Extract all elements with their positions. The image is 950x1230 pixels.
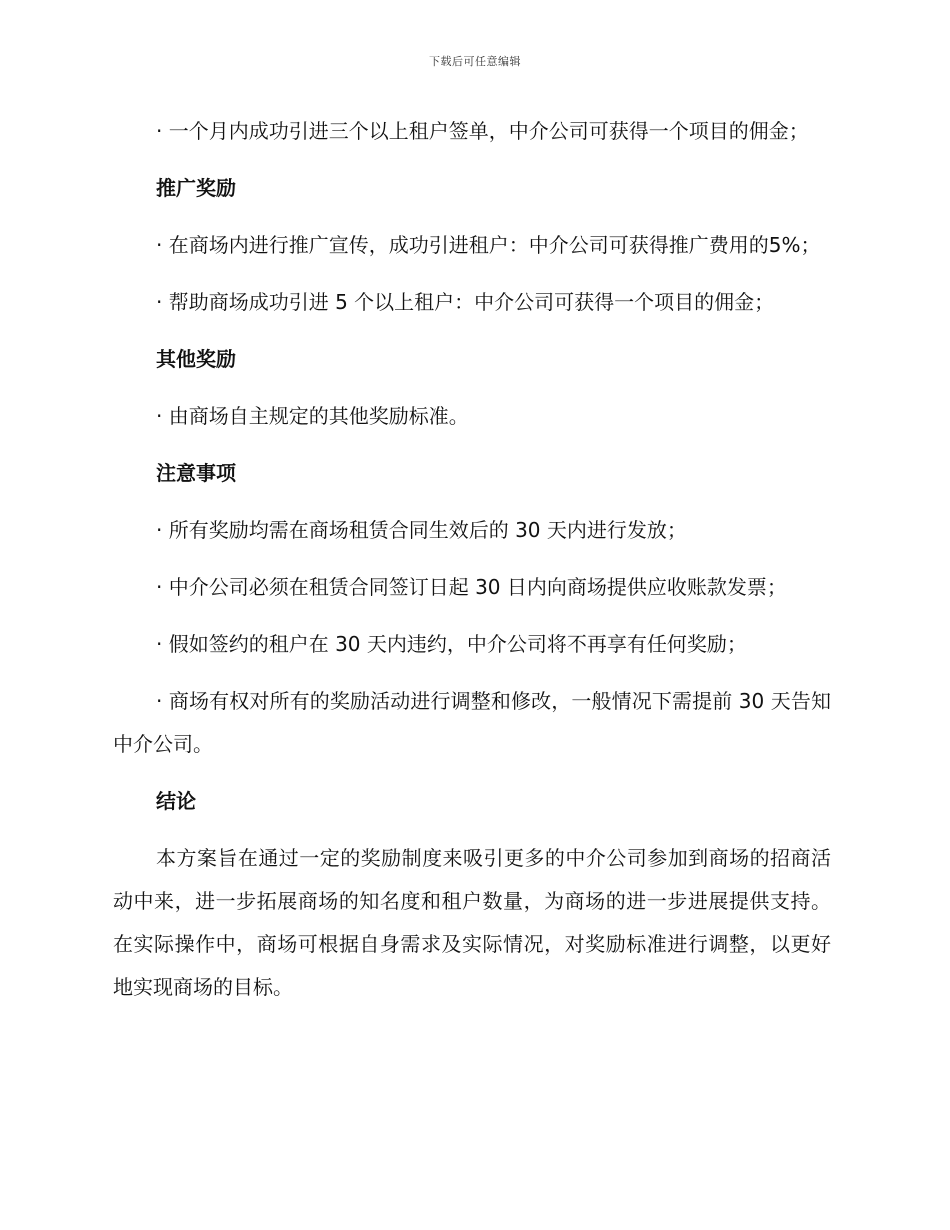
conclusion-paragraph: 本方案旨在通过一定的奖励制度来吸引更多的中介公司参加到商场的招商活动中来，进一步拓展商场的知名度和租户数量，为商场的进一步进展提供支持。在实际操作中，商场可根据自身需求及实际情况，对奖励标准进行调整，以更好地实现商场的目标。 bbox=[113, 846, 831, 999]
bullet-paragraph: · 假如签约的租户在 30 天内违约，中介公司将不再享有任何奖励； bbox=[156, 632, 747, 656]
bullet-paragraph: · 帮助商场成功引进 5 个以上租户：中介公司可获得一个项目的佣金； bbox=[156, 290, 775, 314]
bullet-paragraph: · 由商场自主规定的其他奖励标准。 bbox=[156, 404, 469, 428]
bullet-paragraph: · 在商场内进行推广宣传，成功引进租户：中介公司可获得推广费用的5%； bbox=[156, 233, 821, 257]
section-heading-conclusion: 结论 bbox=[156, 789, 196, 813]
section-heading-notes: 注意事项 bbox=[156, 461, 236, 485]
section-heading-promotion: 推广奖励 bbox=[156, 176, 236, 200]
header-note: 下载后可任意编辑 bbox=[429, 55, 521, 68]
bullet-paragraph: · 一个月内成功引进三个以上租户签单，中介公司可获得一个项目的佣金； bbox=[156, 119, 809, 143]
document-body bbox=[113, 110, 831, 1023]
bullet-paragraph: · 中介公司必须在租赁合同签订日起 30 日内向商场提供应收账款发票； bbox=[156, 575, 787, 599]
section-heading-other: 其他奖励 bbox=[156, 347, 236, 371]
bullet-paragraph: · 商场有权对所有的奖励活动进行调整和修改，一般情况下需提前 30 天告知中介公司。 bbox=[113, 689, 831, 756]
bullet-paragraph: · 所有奖励均需在商场租赁合同生效后的 30 天内进行发放； bbox=[156, 518, 687, 542]
